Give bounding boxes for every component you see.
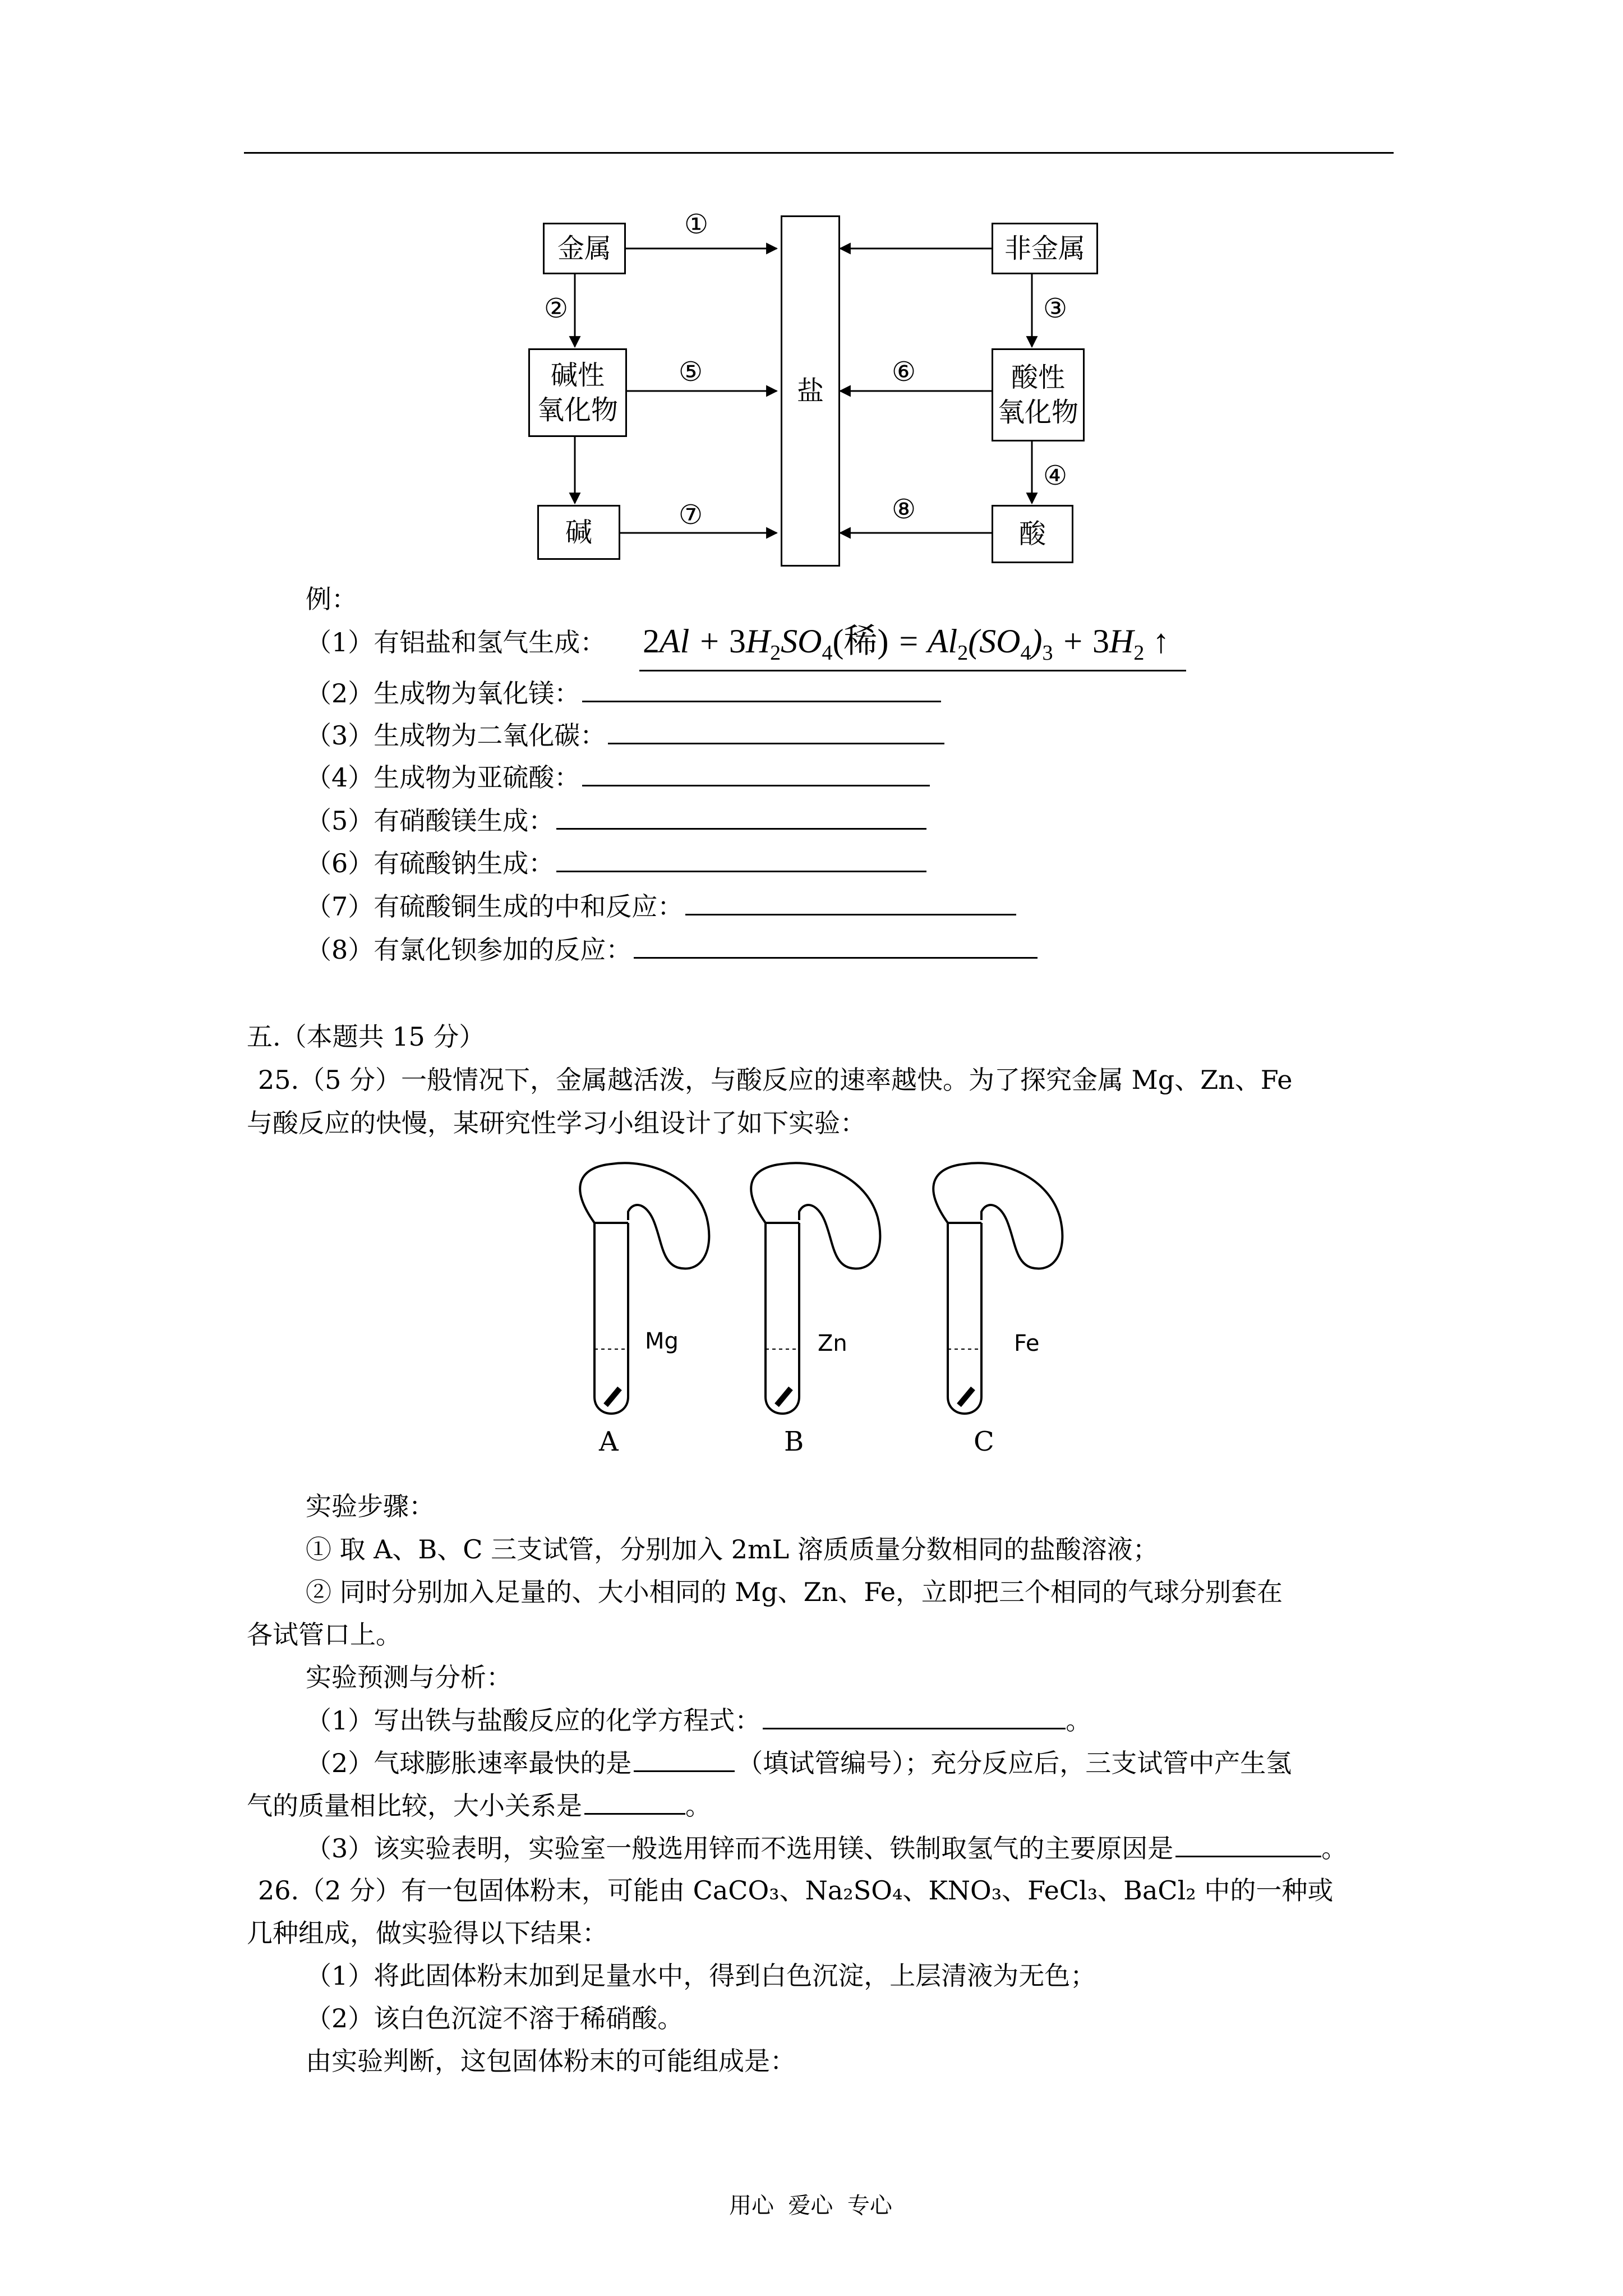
tube-b-label: B	[784, 1426, 804, 1457]
answer-blank-a1[interactable]	[763, 1703, 1066, 1729]
box-base	[537, 505, 620, 560]
marker-3: ③	[1043, 293, 1068, 324]
marker-8: ⑧	[892, 494, 916, 525]
box-nonmetal-label: 非金属	[1004, 233, 1085, 264]
section-5-heading: 五.（本题共 15 分）	[247, 1022, 485, 1052]
example-equation: $2Al + 3H_2SO_4$(稀) = $Al_2(SO_4)_3 + 3H_2$ ↑	[639, 614, 1186, 671]
analysis-3-text: （3）该实验表明，实验室一般选用锌而不选用镁、铁制取氢气的主要原因是	[306, 1833, 1174, 1864]
answer-blank-7[interactable]	[685, 889, 1016, 915]
analysis-3-period: 。	[1321, 1833, 1348, 1864]
analysis-2-line2	[247, 1788, 711, 1823]
box-acidic-oxide-line2: 氧化物	[997, 397, 1078, 428]
answer-blank-a3[interactable]	[1175, 1831, 1321, 1857]
box-metal-label: 金属	[557, 233, 611, 264]
box-salt-label: 盐	[796, 375, 824, 407]
box-acid-label: 酸	[1018, 518, 1046, 550]
example-item-4-text: （4）生成物为亚硫酸：	[306, 762, 580, 793]
example-item-1	[306, 625, 606, 659]
analysis-3	[306, 1831, 1347, 1865]
example-item-8	[306, 932, 1038, 967]
example-item-7	[306, 889, 1016, 923]
example-label: 例：	[306, 584, 357, 614]
marker-1: ①	[684, 209, 709, 240]
q25-text-line2: 与酸反应的快慢，某研究性学习小组设计了如下实验：	[247, 1108, 866, 1138]
q26-text-line1: 26.（2 分）有一包固体粉末，可能由 CaCO₃、Na₂SO₄、KNO₃、FeCl₃、BaCl₂ 中的一种或	[258, 1875, 1334, 1906]
example-item-6-text: （6）有硫酸钠生成：	[306, 848, 555, 878]
example-item-3	[306, 718, 944, 752]
marker-6: ⑥	[892, 356, 916, 388]
answer-blank-a2-order[interactable]	[584, 1788, 685, 1815]
q26-conclusion: 由实验判断，这包固体粉末的可能组成是：	[306, 2046, 796, 2076]
box-basic-oxide	[528, 348, 627, 437]
analysis-2-text-b: （填试管编号）；充分反应后，三支试管中产生氢	[737, 1748, 1292, 1778]
box-acidic-oxide-line1: 酸性	[1011, 362, 1065, 393]
box-basic-oxide-line1: 碱性	[550, 360, 605, 391]
q26-result-2: （2）该白色沉淀不溶于稀硝酸。	[306, 2003, 684, 2033]
example-item-5-text: （5）有硝酸镁生成：	[306, 806, 555, 836]
box-basic-oxide-line2: 氧化物	[537, 394, 618, 426]
box-metal	[543, 223, 626, 274]
tube-c	[933, 1163, 1062, 1414]
box-acid	[992, 505, 1073, 563]
steps-title: 实验步骤：	[306, 1491, 435, 1521]
analysis-1-text: （1）写出铁与盐酸反应的化学方程式：	[306, 1705, 761, 1736]
tube-c-label: C	[974, 1426, 994, 1457]
marker-5: ⑤	[679, 356, 703, 388]
example-item-2-text: （2）生成物为氧化镁：	[306, 678, 580, 708]
analysis-2-line1	[306, 1746, 1292, 1780]
box-nonmetal	[992, 223, 1098, 274]
page-footer: 用心 爱心 专心	[729, 2193, 892, 2219]
analysis-2-text-c: 气的质量相比较，大小关系是	[247, 1791, 582, 1821]
analysis-2-text-a: （2）气球膨胀速率最快的是	[306, 1748, 632, 1778]
example-item-7-text: （7）有硫酸铜生成的中和反应：	[306, 891, 684, 922]
box-salt	[781, 215, 840, 567]
q26-text-line2: 几种组成，做实验得以下结果：	[247, 1918, 608, 1948]
example-item-6	[306, 846, 926, 880]
analysis-1-period: 。	[1066, 1705, 1092, 1736]
example-item-8-text: （8）有氯化钡参加的反应：	[306, 935, 632, 965]
tube-a-metal-label: Mg	[645, 1328, 679, 1354]
tube-a-label: A	[599, 1426, 619, 1457]
answer-blank-5[interactable]	[556, 803, 926, 830]
tube-c-metal-label: Fe	[1014, 1331, 1040, 1356]
analysis-1	[306, 1703, 1091, 1737]
answer-blank-2[interactable]	[582, 676, 941, 702]
step-2-line2: 各试管口上。	[247, 1619, 402, 1650]
tube-a	[580, 1163, 709, 1414]
box-acidic-oxide	[992, 348, 1085, 441]
step-2-line1: ② 同时分别加入足量的、大小相同的 Mg、Zn、Fe，立即把三个相同的气球分别套在	[306, 1577, 1283, 1607]
tube-b	[751, 1163, 880, 1414]
analysis-title: 实验预测与分析：	[306, 1662, 512, 1692]
test-tubes-figure	[550, 1156, 1110, 1470]
tube-b-metal-label: Zn	[818, 1331, 847, 1356]
example-item-2	[306, 676, 941, 710]
box-base-label: 碱	[565, 517, 592, 548]
step-1: ① 取 A、B、C 三支试管，分别加入 2mL 溶质质量分数相同的盐酸溶液；	[306, 1534, 1159, 1565]
q25-text-line1: 25.（5 分）一般情况下，金属越活泼，与酸反应的速率越快。为了探究金属 Mg、Zn、Fe	[258, 1065, 1293, 1095]
marker-7: ⑦	[679, 499, 703, 531]
marker-4: ④	[1043, 460, 1068, 491]
example-item-1-text: （1）有铝盐和氢气生成：	[306, 627, 606, 657]
answer-blank-6[interactable]	[556, 846, 926, 872]
example-item-3-text: （3）生成物为二氧化碳：	[306, 720, 606, 751]
analysis-2-period: 。	[685, 1791, 711, 1821]
answer-blank-a2-tube[interactable]	[634, 1746, 735, 1772]
answer-blank-3[interactable]	[608, 718, 944, 744]
answer-blank-4[interactable]	[582, 760, 930, 786]
q26-result-1: （1）将此固体粉末加到足量水中，得到白色沉淀，上层清液为无色；	[306, 1961, 1096, 1991]
marker-2: ②	[544, 293, 569, 324]
example-item-4	[306, 760, 930, 794]
example-item-5	[306, 803, 926, 838]
answer-blank-8[interactable]	[634, 932, 1038, 959]
